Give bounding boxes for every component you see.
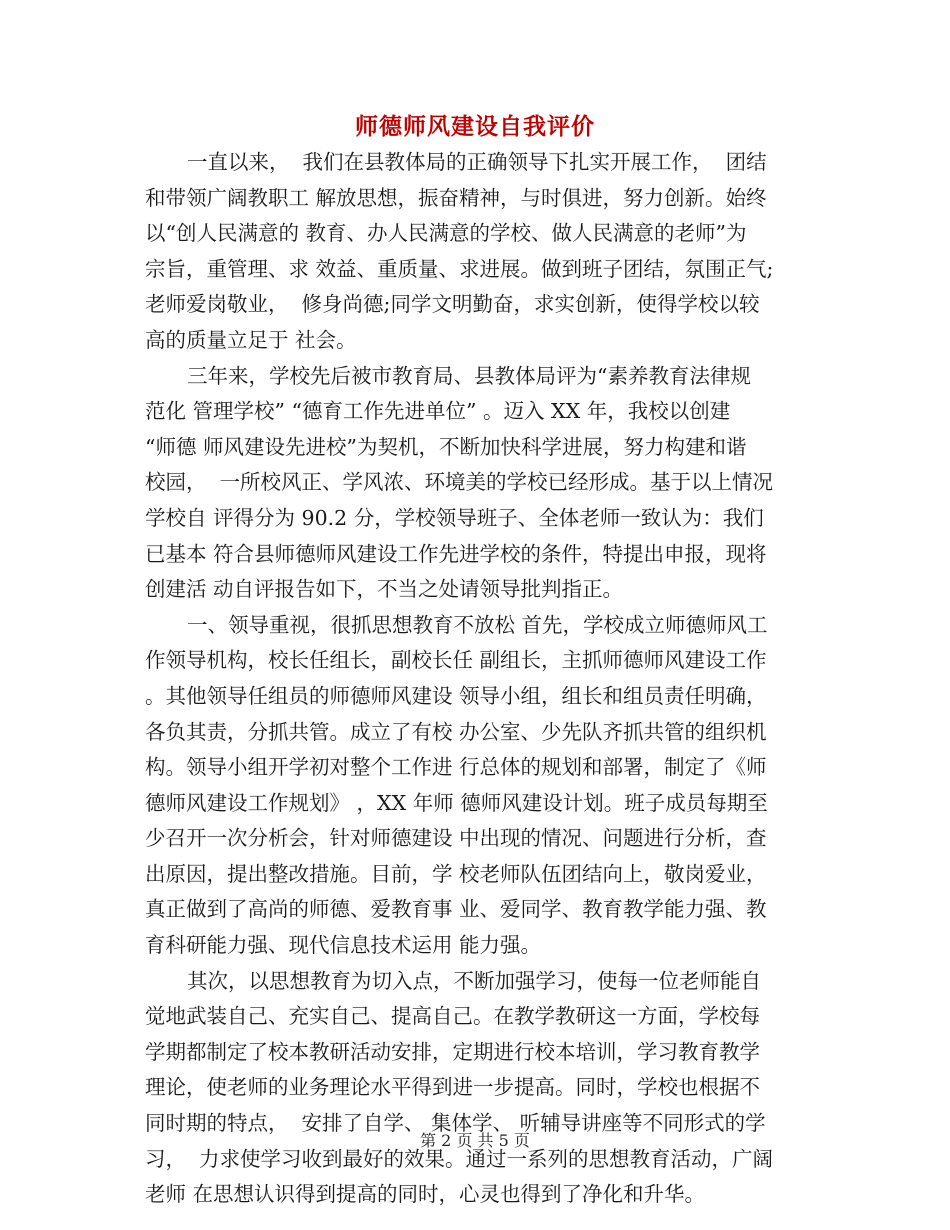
paragraph-line: 一直以来， 我们在县教体局的正确领导下扎实开展工作， 团结 [187,150,767,174]
paragraph-line: 以“创人民满意的 教育、办人民满意的学校、做人民满意的老师”为 [145,221,747,246]
paragraph-line: 理论，使老师的业务理论水平得到进一步提高。同时，学校也根据不 [145,1075,760,1100]
document-title: 师德师风建设自我评价 [355,113,595,140]
paragraph-line: 校园， 一所校风正、学风浓、环境美的学校已经形成。基于以上情况 [145,470,774,495]
paragraph-line: 范化 管理学校” “德育工作先进单位” 。迈入 XX 年，我校以创建 [145,399,731,424]
paragraph-line: 构。领导小组开学初对整个工作进 行总体的规划和部署，制定了《师 [145,755,767,780]
paragraph-line: 三年来，学校先后被市教育局、县教体局评为“素养教育法律规 [187,363,751,388]
paragraph-line: 真正做到了高尚的师德、爱教育事 业、爱同学、教育教学能力强、教 [145,897,767,922]
paragraph-line: 其次，以思想教育为切入点，不断加强学习，使每一位老师能自 [187,968,761,993]
paragraph-line: 高的质量立足于 社会。 [145,327,357,352]
document-body [145,145,825,1213]
paragraph-line: 觉地武装自己、充实自己、提高自己。在教学教研这一方面，学校每 [145,1004,760,1029]
paragraph-line: “师德 师风建设先进校”为契机，不断加快科学进展，努力构建和谐 [145,434,747,459]
paragraph-line: 各负其责，分抓共管。成立了有校 办公室、少先队齐抓共管的组织机 [145,719,767,744]
paragraph-line: 作领导机构，校长任组长，副校长任 副组长，主抓师德师风建设工作 [145,648,767,673]
paragraph-line: 老师爱岗敬业， 修身尚德;同学文明勤奋，求实创新，使得学校以较 [145,292,760,317]
paragraph-line: 德师风建设工作规划》 ，XX 年师 德师风建设计划。班子成员每期至 [145,790,768,815]
paragraph-line: 老师 在思想认识得到提高的同时，心灵也得到了净化和升华。 [145,1182,706,1207]
paragraph-line: 学期都制定了校本教研活动安排，定期进行校本培训，学习教育教学 [145,1039,760,1064]
paragraph-line: 已基本 符合县师德师风建设工作先进学校的条件，特提出申报，现将 [145,541,767,566]
paragraph-line: 少召开一次分析会，针对师德建设 中出现的情况、问题进行分析，查 [145,826,767,851]
paragraph-line: 习， 力求使学习收到最好的效果。通过一系列的思想教育活动，广阔 [145,1146,774,1171]
paragraph-line: 出原因，提出整改措施。目前，学 校老师队伍团结向上，敬岗爱业， [145,861,767,886]
paragraph-line: 宗旨，重管理、求 效益、重质量、求进展。做到班子团结，氛围正气; [145,256,774,281]
paragraph-line: 。其他领导任组员的师德师风建设 领导小组，组长和组员责任明确， [145,683,767,708]
page-number-footer: 第 2 页 共 5 页 [420,1131,530,1150]
paragraph-line: 创建活 动自评报告如下，不当之处请领导批判指正。 [145,577,624,602]
paragraph-line: 学校自 评得分为 90.2 分，学校领导班子、全体老师一致认为：我们 [145,505,764,530]
paragraph-line: 育科研能力强、现代信息技术运用 能力强。 [145,933,542,958]
paragraph-line: 一、领导重视，很抓思想教育不放松 首先，学校成立师德师风工 [187,612,768,637]
paragraph-line: 和带领广阔教职工 解放思想，振奋精神，与时俱进，努力创新。始终 [145,185,767,210]
paragraph-line: 同时期的特点， 安排了自学、 集体学、 听辅导讲座等不同形式的学 [145,1111,766,1136]
